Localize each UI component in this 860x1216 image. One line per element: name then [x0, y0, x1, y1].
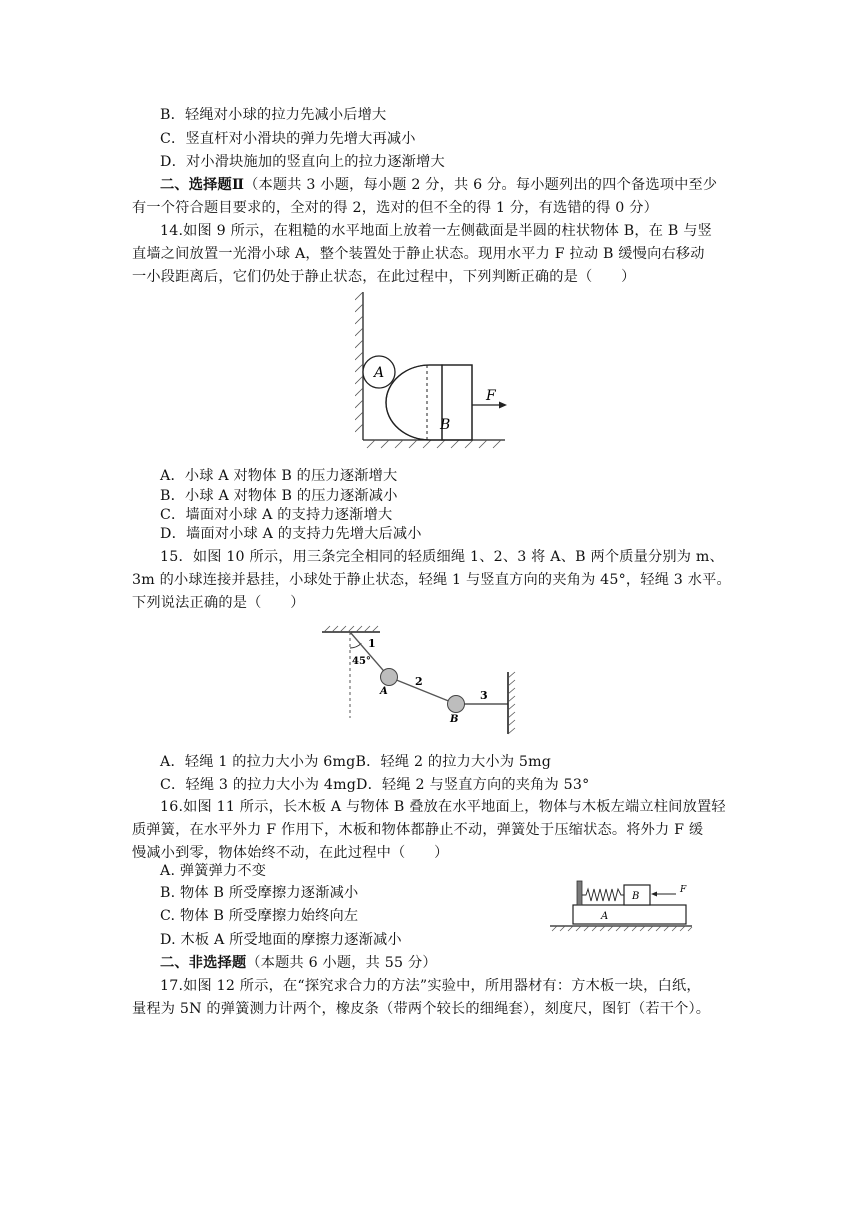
- section2-desc: （本题共 3 小题，每小题 2 分，共 6 分。每小题列出的四个备选项中至少: [244, 177, 718, 193]
- q16-option-a: A. 弹簧弹力不变: [160, 863, 267, 879]
- q14-option-c: C．墙面对小球 A 的支持力逐渐增大: [160, 507, 393, 523]
- q16-option-b: B. 物体 B 所受摩擦力逐渐减小: [160, 885, 359, 901]
- q17-text-1: 17.如图 12 所示，在“探究求合力的方法”实验中，所用器材有：方木板一块，白纸，: [160, 978, 701, 994]
- q15-options-ab: A．轻绳 1 的拉力大小为 6mgB．轻绳 2 的拉力大小为 5mg: [160, 754, 552, 770]
- rope-2-label: 2: [415, 675, 423, 688]
- ball-b-label: B: [450, 714, 459, 725]
- q14-text-3: 一小段距离后，它们仍处于静止状态，在此过程中，下列判断正确的是（ ）: [132, 269, 636, 285]
- force-f-label: F: [680, 885, 687, 895]
- ball-b: [448, 696, 465, 713]
- post: [577, 881, 582, 905]
- section2-heading: 二、选择题Ⅱ: [160, 177, 245, 193]
- q14-text-1: 14.如图 9 所示，在粗糙的水平地面上放着一左侧截面是半圆的柱状物体 B，在 B 与竖: [160, 223, 712, 239]
- q17-text-2: 量程为 5N 的弹簧测力计两个，橡皮条（带两个较长的细绳套），刻度尺，图钉（若干个）。: [132, 1001, 711, 1017]
- q14-text-2: 直墙之间放置一光滑小球 A，整个装置处于静止状态。现用水平力 F 拉动 B 缓慢向右移动: [132, 246, 705, 262]
- block-b-label: B: [632, 891, 640, 902]
- section3-heading-line: [160, 953, 770, 973]
- body-b-label: B: [440, 417, 451, 433]
- q15-text-2: 3m 的小球连接并悬挂，小球处于静止状态，轻绳 1 与竖直方向的夹角为 45°，轻绳 3 水平。: [132, 572, 731, 588]
- spring: [582, 889, 624, 901]
- q15-options-cd: C．轻绳 3 的拉力大小为 4mgD．轻绳 2 与竖直方向的夹角为 53°: [160, 777, 590, 793]
- q15-text-1: 15．如图 10 所示，用三条完全相同的轻质细绳 1、2、3 将 A、B 两个质量分别为 m、: [160, 549, 724, 565]
- rope-1-label: 1: [368, 637, 376, 650]
- section3-desc: （本题共 6 小题，共 55 分）: [246, 955, 437, 971]
- board-a-label: A: [601, 911, 609, 922]
- q14-option-d: D．墙面对小球 A 的支持力先增大后减小: [160, 526, 422, 542]
- ball-a-label: A: [374, 365, 385, 381]
- q16-option-c: C. 物体 B 所受摩擦力始终向左: [160, 908, 359, 924]
- q16-text-1: 16.如图 11 所示，长木板 A 与物体 B 叠放在水平地面上，物体与木板左端立柱间放置轻: [160, 799, 726, 815]
- section2-heading-line: [160, 175, 770, 195]
- figure-10: [318, 622, 523, 738]
- ball-a: [381, 669, 398, 686]
- figure-11: [546, 878, 696, 934]
- rope-3-label: 3: [480, 689, 488, 702]
- figure-9: [355, 292, 525, 452]
- q14-option-a: A．小球 A 对物体 B 的压力逐渐增大: [160, 468, 398, 484]
- q13-option-c: C．竖直杆对小滑块的弹力先增大再减小: [160, 131, 416, 147]
- ball-a-label: A: [380, 686, 388, 697]
- force-f-label: F: [486, 388, 496, 404]
- section2-desc-cont: 有一个符合题目要求的，全对的得 2，选对的但不全的得 1 分，有选错的得 0 分）: [132, 200, 659, 216]
- q13-option-d: D．对小滑块施加的竖直向上的拉力逐渐增大: [160, 154, 445, 170]
- board-a: [573, 905, 686, 924]
- q16-text-2: 质弹簧，在水平外力 F 作用下，木板和物体都静止不动，弹簧处于压缩状态。将外力 F 缓: [132, 822, 704, 838]
- q15-text-3: 下列说法正确的是（ ）: [132, 595, 305, 611]
- q14-option-b: B．小球 A 对物体 B 的压力逐渐减小: [160, 488, 398, 504]
- q13-option-b: B．轻绳对小球的拉力先减小后增大: [160, 107, 387, 123]
- q16-option-d: D. 木板 A 所受地面的摩擦力逐渐减小: [160, 932, 402, 948]
- angle-label: 45°: [352, 656, 371, 667]
- q16-text-3: 慢减小到零，物体始终不动，在此过程中（ ）: [132, 845, 449, 861]
- section3-heading: 二、非选择题: [160, 955, 247, 971]
